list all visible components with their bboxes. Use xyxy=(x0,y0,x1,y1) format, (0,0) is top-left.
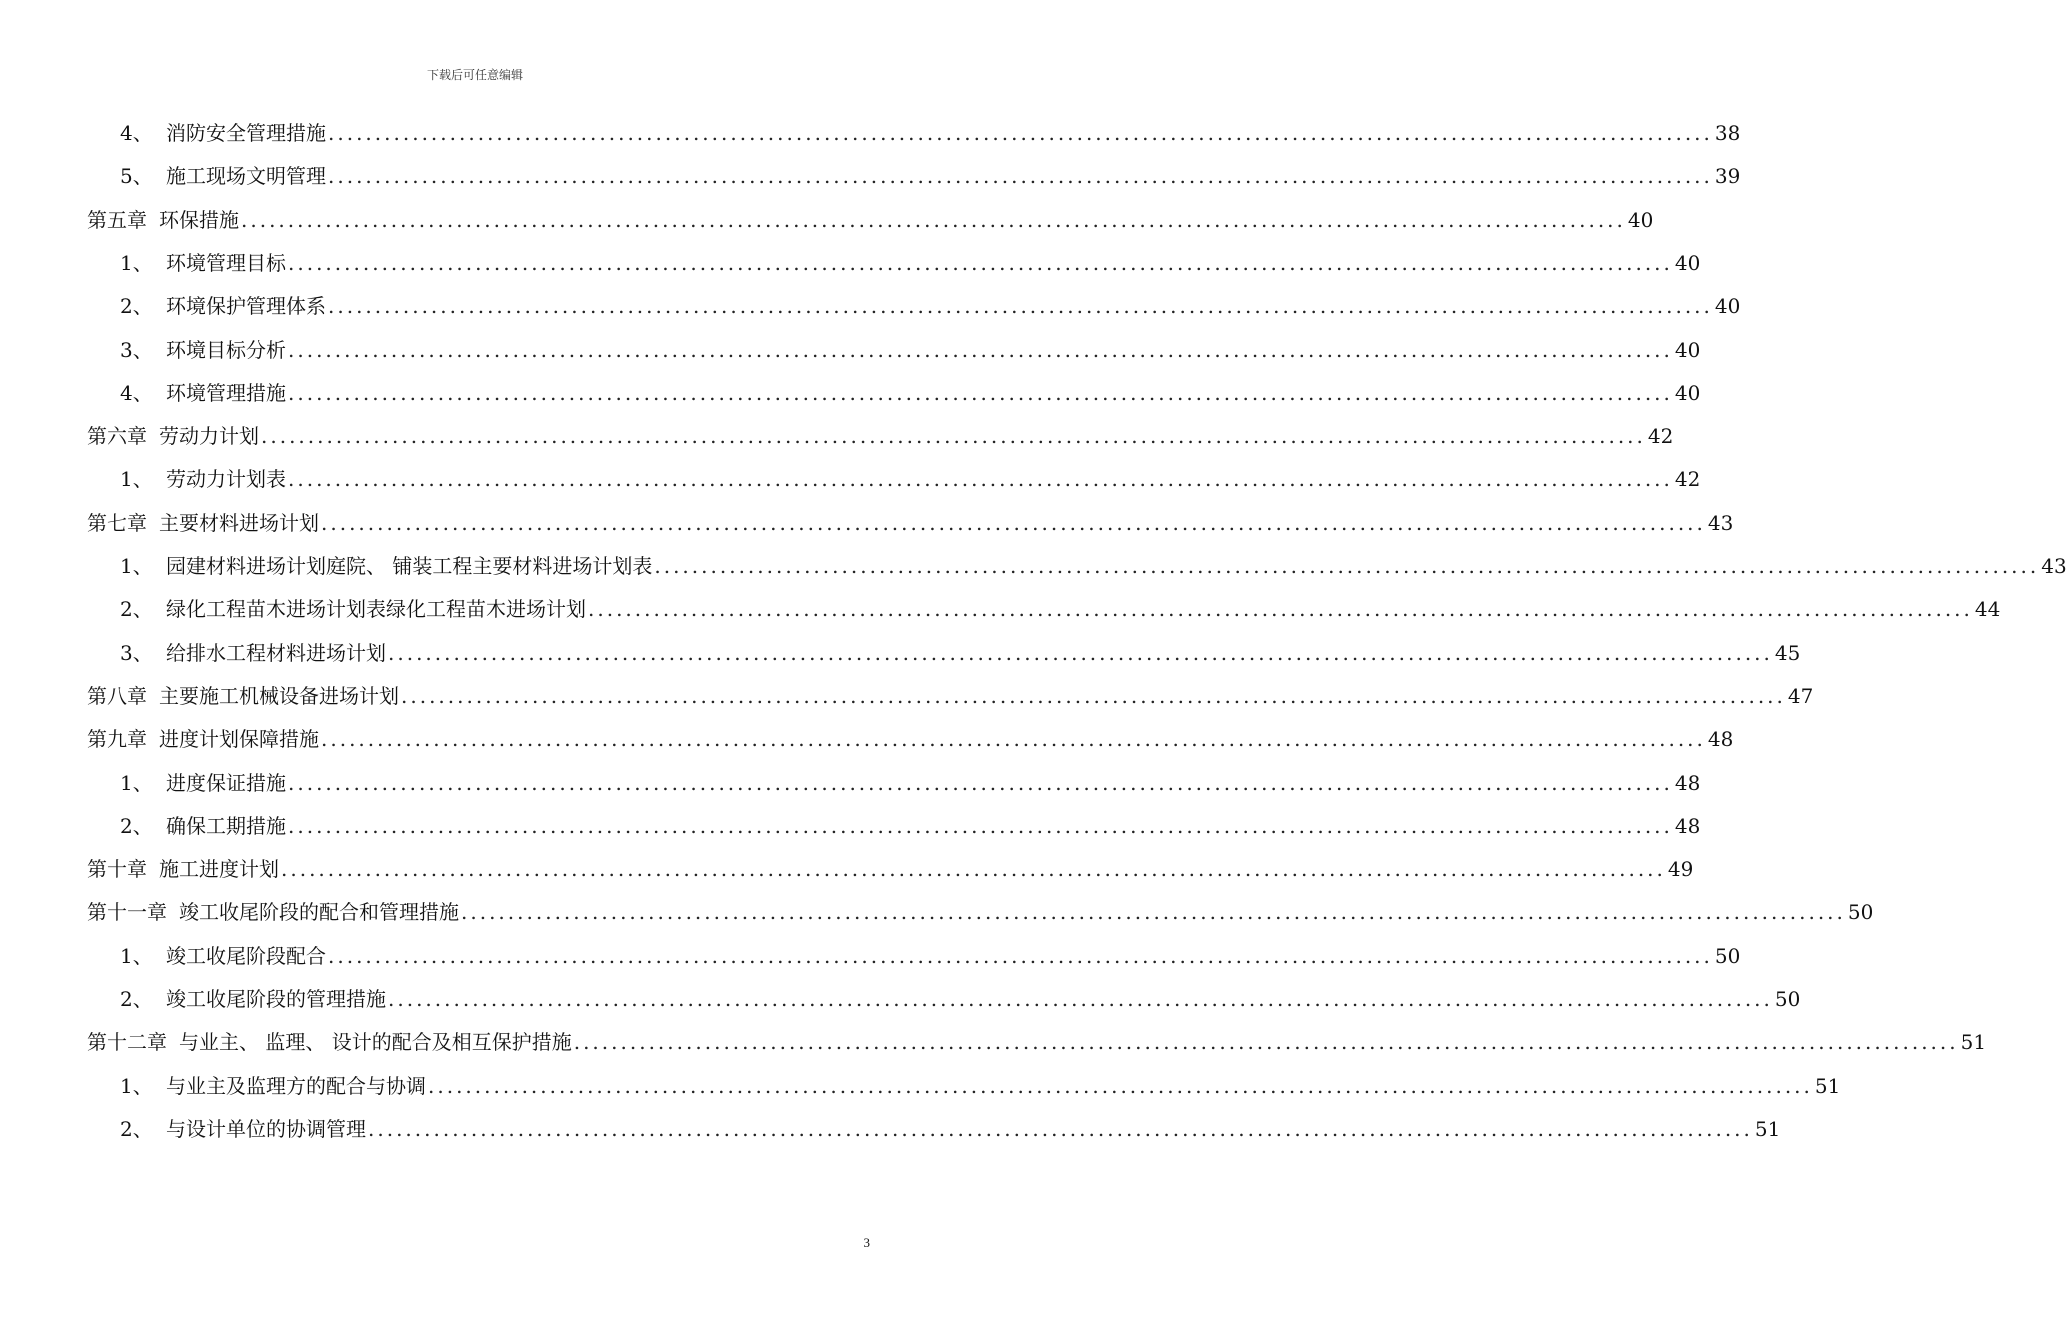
toc-entry-page: 40 xyxy=(1674,380,1701,405)
toc-entry-page: 48 xyxy=(1707,727,1734,752)
toc-entry[interactable] xyxy=(87,891,1874,934)
toc-entry-number: 第十章 xyxy=(87,857,147,882)
toc-entry-page: 51 xyxy=(1960,1030,1987,1055)
toc-entry-page: 39 xyxy=(1714,164,1741,189)
toc-entry-page: 44 xyxy=(1974,597,2001,622)
toc-entry-page: 42 xyxy=(1674,467,1701,492)
toc-entry-page: 47 xyxy=(1787,683,1814,708)
toc-entry-title: 环境管理措施 xyxy=(166,380,286,405)
toc-entry-number: 3、 xyxy=(120,337,153,362)
toc-dot-leader: .................................................................................................................................................... xyxy=(388,987,1773,1011)
toc-entry-number: 1、 xyxy=(120,467,153,492)
toc-entry[interactable] xyxy=(120,978,1801,1021)
toc-entry-title: 竣工收尾阶段的管理措施 xyxy=(166,987,386,1011)
toc-entry-title: 与业主、 监理、 设计的配合及相互保护措施 xyxy=(179,1030,572,1055)
toc-entry-title: 竣工收尾阶段的配合和管理措施 xyxy=(179,900,459,925)
toc-entry-title: 劳动力计划 xyxy=(159,424,259,449)
toc-entry-title: 环保措施 xyxy=(159,207,239,232)
toc-dot-leader: .................................................................................................................................................... xyxy=(461,900,1846,925)
toc-dot-leader: .................................................................................................................................................... xyxy=(288,337,1673,362)
toc-entry-number: 第八章 xyxy=(87,683,147,708)
toc-entry-title: 与设计单位的协调管理 xyxy=(166,1116,366,1141)
toc-entry-number: 5、 xyxy=(120,164,153,189)
toc-entry-page: 42 xyxy=(1647,424,1674,449)
toc-entry-number: 3、 xyxy=(120,640,153,665)
toc-entry-title: 消防安全管理措施 xyxy=(166,121,326,145)
toc-dot-leader: .................................................................................................................................................... xyxy=(573,1030,1959,1055)
toc-dot-leader: .................................................................................................................................................... xyxy=(288,467,1673,492)
toc-entry-page: 43 xyxy=(2041,554,2067,578)
toc-entry-number: 第十二章 xyxy=(87,1030,167,1055)
toc-entry[interactable] xyxy=(120,285,1741,328)
toc-entry-number: 4、 xyxy=(120,380,153,405)
toc-entry-page: 45 xyxy=(1774,640,1801,665)
toc-entry-number: 第七章 xyxy=(87,510,147,535)
toc-entry-number: 1、 xyxy=(120,1073,153,1098)
toc-entry[interactable] xyxy=(120,112,1741,155)
toc-entry[interactable] xyxy=(120,805,1701,848)
toc-entry[interactable] xyxy=(120,1108,1781,1151)
toc-entry[interactable] xyxy=(120,242,1701,285)
toc-entry[interactable] xyxy=(120,372,1701,415)
toc-dot-leader: .................................................................................................................................................... xyxy=(241,207,1626,232)
toc-entry-title: 绿化工程苗木进场计划表绿化工程苗木进场计划 xyxy=(166,597,586,622)
toc-dot-leader: .................................................................................................................................................... xyxy=(428,1073,1813,1098)
toc-entry-page: 48 xyxy=(1674,813,1701,838)
toc-entry[interactable] xyxy=(120,458,1701,501)
toc-dot-leader: .................................................................................................................................................... xyxy=(288,380,1673,405)
toc-entry-page: 40 xyxy=(1627,207,1654,232)
toc-entry[interactable] xyxy=(87,199,1654,242)
toc-entry[interactable] xyxy=(120,545,2067,588)
toc-entry[interactable] xyxy=(87,718,1734,761)
toc-entry-title: 主要材料进场计划 xyxy=(159,510,319,535)
toc-entry-title: 施工进度计划 xyxy=(159,857,279,882)
toc-entry-page: 40 xyxy=(1674,337,1701,362)
toc-entry-number: 第六章 xyxy=(87,424,147,449)
toc-entry-title: 园建材料进场计划庭院、 铺装工程主要材料进场计划表 xyxy=(166,554,653,578)
toc-entry-number: 第十一章 xyxy=(87,900,167,925)
toc-entry-page: 51 xyxy=(1814,1073,1841,1098)
toc-entry[interactable] xyxy=(120,1065,1841,1108)
toc-entry-title: 与业主及监理方的配合与协调 xyxy=(166,1073,426,1098)
toc-entry[interactable] xyxy=(120,155,1741,198)
toc-dot-leader: .................................................................................................................................................... xyxy=(321,510,1706,535)
toc-entry-number: 第九章 xyxy=(87,727,147,752)
toc-entry-title: 竣工收尾阶段配合 xyxy=(166,943,326,968)
toc-entry-title: 劳动力计划表 xyxy=(166,467,286,492)
page-number: 3 xyxy=(863,1235,870,1250)
page-header: 下载后可任意编辑 xyxy=(426,68,523,82)
toc-dot-leader: .................................................................................................................................................... xyxy=(368,1116,1753,1141)
toc-entry-number: 1、 xyxy=(120,554,153,578)
toc-entry-number: 第五章 xyxy=(87,207,147,232)
toc-entry-page: 50 xyxy=(1714,943,1741,968)
toc-entry-number: 2、 xyxy=(120,987,153,1011)
toc-entry-title: 确保工期措施 xyxy=(166,813,286,838)
toc-dot-leader: .................................................................................................................................................... xyxy=(328,294,1713,319)
toc-entry[interactable] xyxy=(87,675,1814,718)
toc-entry-page: 50 xyxy=(1774,987,1801,1011)
toc-entry-title: 环境管理目标 xyxy=(166,250,286,275)
toc-entry-page: 50 xyxy=(1847,900,1874,925)
toc-entry-page: 40 xyxy=(1714,294,1741,319)
toc-dot-leader: .................................................................................................................................................... xyxy=(261,424,1646,449)
toc-entry[interactable] xyxy=(87,1021,1987,1064)
toc-dot-leader: .................................................................................................................................................... xyxy=(288,770,1673,795)
toc-entry-number: 4、 xyxy=(120,121,153,145)
toc-entry[interactable] xyxy=(87,502,1734,545)
toc-dot-leader: .................................................................................................................................................... xyxy=(321,727,1706,752)
toc-entry[interactable] xyxy=(120,632,1801,675)
toc-dot-leader: .................................................................................................................................................... xyxy=(288,250,1673,275)
toc-dot-leader: .................................................................................................................................................... xyxy=(401,683,1786,708)
toc-entry-page: 40 xyxy=(1674,250,1701,275)
toc-entry-page: 51 xyxy=(1754,1116,1781,1141)
toc-entry-number: 1、 xyxy=(120,250,153,275)
toc-entry-page: 38 xyxy=(1714,121,1741,145)
toc-entry-number: 1、 xyxy=(120,770,153,795)
toc-entry-page: 43 xyxy=(1707,510,1734,535)
toc-entry-number: 1、 xyxy=(120,943,153,968)
toc-entry-number: 2、 xyxy=(120,597,153,622)
toc-dot-leader: .................................................................................................................................................... xyxy=(388,640,1773,665)
toc-entry[interactable] xyxy=(120,935,1741,978)
toc-dot-leader: .................................................................................................................................................... xyxy=(281,857,1666,882)
toc-entry-page: 48 xyxy=(1674,770,1701,795)
toc-dot-leader: .................................................................................................................................................... xyxy=(328,943,1713,968)
toc-entry-title: 环境保护管理体系 xyxy=(166,294,326,319)
toc-entry[interactable] xyxy=(87,415,1674,458)
toc-dot-leader: .................................................................................................................................................... xyxy=(588,597,1973,622)
toc-dot-leader: .................................................................................................................................................... xyxy=(288,813,1673,838)
toc-dot-leader: .................................................................................................................................................... xyxy=(654,554,2040,578)
toc-entry[interactable] xyxy=(120,329,1701,372)
toc-entry-title: 给排水工程材料进场计划 xyxy=(166,640,386,665)
toc-entry-title: 环境目标分析 xyxy=(166,337,286,362)
toc-entry-number: 2、 xyxy=(120,294,153,319)
toc-dot-leader: .................................................................................................................................................... xyxy=(328,164,1713,189)
toc-entry[interactable] xyxy=(120,762,1701,805)
toc-entry-title: 进度计划保障措施 xyxy=(159,727,319,752)
toc-entry-title: 主要施工机械设备进场计划 xyxy=(159,683,399,708)
toc-entry[interactable] xyxy=(87,848,1694,891)
toc-entry-title: 进度保证措施 xyxy=(166,770,286,795)
toc-entry[interactable] xyxy=(120,588,2001,631)
toc-entry-number: 2、 xyxy=(120,1116,153,1141)
toc-entry-number: 2、 xyxy=(120,813,153,838)
toc-entry-page: 49 xyxy=(1667,857,1694,882)
toc-dot-leader: .................................................................................................................................................... xyxy=(328,121,1713,145)
toc-entry-title: 施工现场文明管理 xyxy=(166,164,326,189)
